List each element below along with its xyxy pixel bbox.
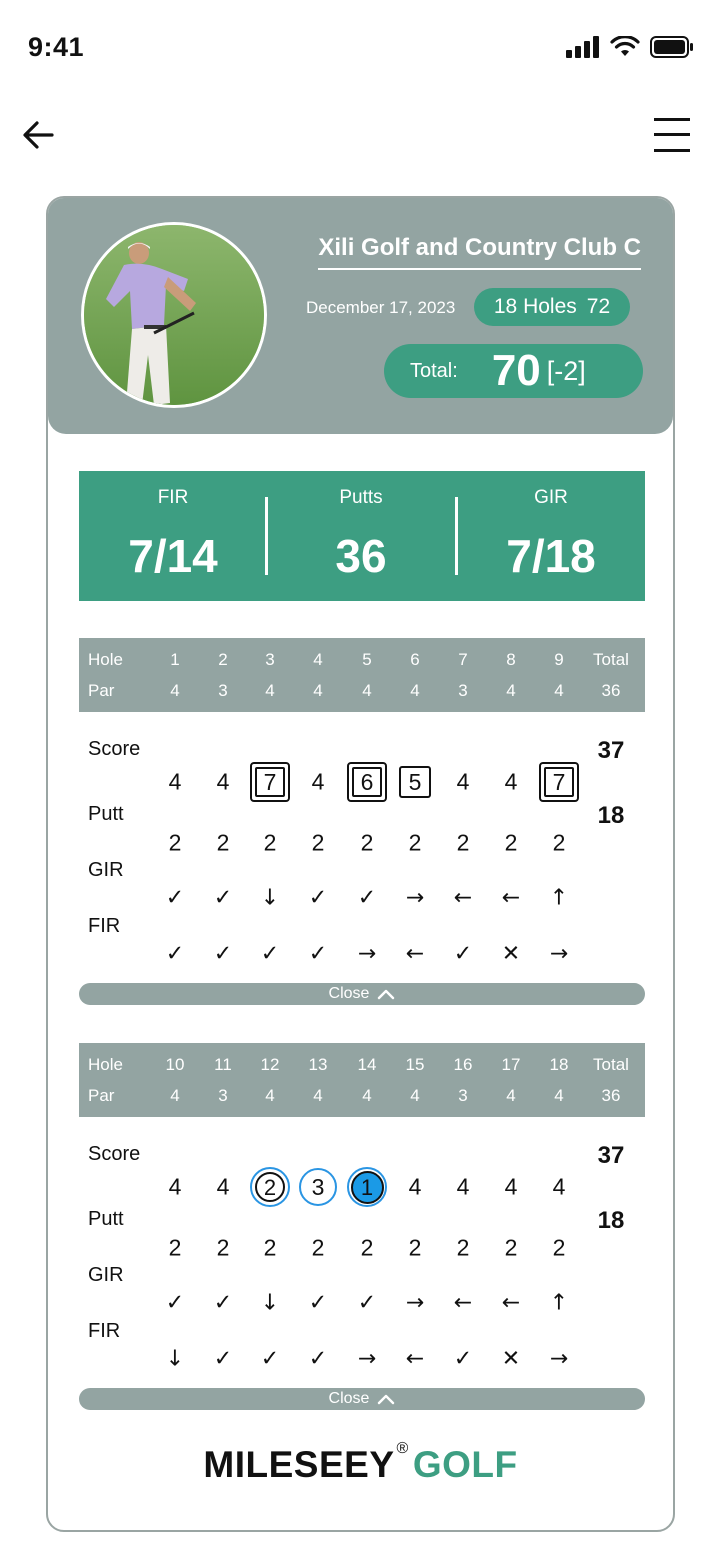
back-button[interactable] (18, 114, 60, 156)
fir-row-label: FIR (88, 915, 121, 937)
fir-indicator: → (549, 1346, 569, 1372)
score-value: 4 (456, 768, 470, 795)
putt-value: 2 (504, 829, 518, 856)
gir-indicator: ✓ (357, 1290, 377, 1316)
putt-row-label: Putt (88, 1208, 124, 1230)
hole-number: 2 (218, 650, 228, 669)
putt-value: 2 (311, 1234, 325, 1261)
stat-label: FIR (157, 487, 189, 508)
fir-row-label: FIR (88, 1320, 121, 1342)
putt-value: 2 (456, 829, 470, 856)
putt-value: 2 (216, 1234, 230, 1261)
gir-row-label: GIR (88, 859, 124, 881)
status-time: 9:41 (28, 32, 85, 62)
putt-value: 2 (552, 1234, 566, 1261)
cellular-signal-icon (566, 36, 600, 58)
hole-par: 4 (313, 681, 323, 700)
putt-value: 2 (263, 829, 277, 856)
gir-indicator: ← (501, 885, 521, 911)
hole-par: 4 (265, 1086, 275, 1105)
score-value: 4 (216, 1173, 230, 1200)
fir-indicator: ✓ (213, 941, 233, 967)
putt-value: 2 (456, 1234, 470, 1261)
gir-indicator: ✓ (357, 885, 377, 911)
fir-indicator: ✓ (308, 941, 328, 967)
course-par: 72 (586, 295, 611, 318)
menu-button[interactable] (654, 116, 690, 154)
fir-indicator: ✓ (165, 941, 185, 967)
holes-par-badge (474, 288, 630, 326)
score-value: 4 (168, 768, 182, 795)
wifi-icon (610, 36, 640, 58)
score-value: 4 (408, 1173, 422, 1200)
score-number: 1 (351, 1171, 384, 1204)
battery-icon (650, 36, 694, 58)
hole-par: 4 (313, 1086, 323, 1105)
scorecard-card (46, 196, 675, 1532)
total-score: 70 (491, 346, 541, 395)
score-value: 3 (299, 1168, 337, 1206)
hole-number: 12 (260, 1055, 280, 1074)
score-value: 4 (216, 768, 230, 795)
stat-value: 36 (335, 530, 387, 582)
hole-number: 15 (405, 1055, 425, 1074)
putt-value: 2 (263, 1234, 277, 1261)
gir-row-label: GIR (88, 1264, 124, 1286)
golfer-photo (84, 225, 264, 405)
fir-indicator: → (357, 941, 377, 967)
gir-indicator: ↓ (260, 1290, 280, 1316)
stat-label: Putts (339, 487, 383, 508)
total-label: Total: (410, 359, 458, 382)
status-icons (566, 36, 694, 58)
fir-indicator: ✓ (308, 1346, 328, 1372)
hamburger-menu-icon (654, 116, 690, 154)
hole-number: 5 (362, 650, 372, 669)
fir-indicator: ↓ (165, 1346, 185, 1372)
registered-mark: ® (396, 1440, 409, 1457)
stat-value: 7/18 (506, 530, 596, 582)
score-value (347, 1167, 387, 1207)
hole-number: 7 (458, 650, 468, 669)
gir-indicator: ✓ (165, 885, 185, 911)
gir-indicator: ✓ (308, 1290, 328, 1316)
round-header (48, 198, 673, 434)
gir-indicator: ↑ (549, 1290, 569, 1316)
putt-value: 2 (360, 1234, 374, 1261)
score-value: 4 (504, 1173, 518, 1200)
score-total: 37 (597, 1142, 625, 1169)
holes-header (79, 1043, 645, 1117)
stat-fir (79, 471, 267, 601)
holes-header (79, 638, 645, 712)
club-name: Xili Golf and Country Club C (318, 234, 641, 270)
hole-par: 4 (362, 681, 372, 700)
hole-number: 6 (410, 650, 420, 669)
putt-row-label: Putt (88, 803, 124, 825)
hole-par: 3 (218, 681, 228, 700)
fir-indicator: → (357, 1346, 377, 1372)
putt-total: 18 (597, 1207, 625, 1234)
score-value (250, 762, 290, 802)
score-value: 4 (552, 1173, 566, 1200)
fir-indicator: ✕ (501, 941, 521, 967)
hole-par: 3 (458, 1086, 468, 1105)
fir-indicator: ✓ (453, 1346, 473, 1372)
hole-par: 3 (458, 681, 468, 700)
score-value: 5 (399, 766, 431, 798)
hole-number: 11 (214, 1055, 232, 1074)
close-button[interactable] (79, 1388, 645, 1410)
score-total: 37 (597, 737, 625, 764)
close-label: Close (328, 985, 370, 1002)
score-value (250, 1167, 290, 1207)
par-label: Par (88, 1086, 115, 1105)
putt-value: 2 (311, 829, 325, 856)
player-avatar (81, 222, 267, 408)
gir-indicator: ↑ (549, 885, 569, 911)
hole-number: 10 (165, 1055, 185, 1074)
putt-value: 2 (360, 829, 374, 856)
hole-label: Hole (88, 650, 123, 669)
fir-indicator: ✓ (260, 1346, 280, 1372)
brand-mileseey: MILESEEY (203, 1444, 395, 1485)
score-value: 4 (311, 768, 325, 795)
gir-indicator: ✓ (308, 885, 328, 911)
holes-label: 18 Holes (493, 295, 577, 318)
hole-par: 4 (265, 681, 275, 700)
score-number: 2 (255, 1172, 285, 1202)
hole-par: 4 (410, 1086, 420, 1105)
fir-indicator: → (549, 941, 569, 967)
score-value: 4 (168, 1173, 182, 1200)
hole-par: 4 (554, 1086, 564, 1105)
gir-indicator: → (405, 885, 425, 911)
score-value: 4 (504, 768, 518, 795)
hole-number: 3 (265, 650, 275, 669)
total-label: Total (593, 1055, 629, 1074)
hole-number: 9 (554, 650, 564, 669)
round-date: December 17, 2023 (306, 298, 456, 317)
stat-putts (267, 471, 455, 601)
fir-indicator: ✓ (213, 1346, 233, 1372)
putt-value: 2 (504, 1234, 518, 1261)
hole-par: 4 (170, 1086, 180, 1105)
arrow-left-icon (18, 114, 60, 156)
total-par: 36 (601, 1086, 621, 1105)
gir-indicator: ← (453, 1290, 473, 1316)
gir-indicator: ← (501, 1290, 521, 1316)
score-number: 6 (352, 767, 382, 797)
score-value (347, 762, 387, 802)
total-par: 36 (601, 681, 621, 700)
putt-value: 2 (408, 829, 422, 856)
putt-total: 18 (597, 802, 625, 829)
fir-indicator: ✓ (453, 941, 473, 967)
hole-label: Hole (88, 1055, 123, 1074)
hole-number: 1 (170, 650, 180, 669)
hole-number: 4 (313, 650, 323, 669)
score-value: 4 (456, 1173, 470, 1200)
hole-par: 4 (506, 1086, 516, 1105)
fir-indicator: ← (405, 941, 425, 967)
putt-value: 2 (552, 829, 566, 856)
fir-indicator: ✓ (260, 941, 280, 967)
fir-indicator: ✕ (501, 1346, 521, 1372)
score-row-label: Score (88, 738, 141, 760)
score-row-label: Score (88, 1143, 141, 1165)
total-to-par: [-2] (546, 355, 586, 386)
putt-value: 2 (408, 1234, 422, 1261)
hole-number: 13 (308, 1055, 328, 1074)
putt-value: 2 (216, 829, 230, 856)
hole-number: 17 (501, 1055, 521, 1074)
putt-value: 2 (168, 1234, 182, 1261)
gir-indicator: ← (453, 885, 473, 911)
putt-value: 2 (168, 829, 182, 856)
hole-par: 4 (362, 1086, 372, 1105)
par-label: Par (88, 681, 115, 700)
total-score-badge (384, 344, 643, 398)
gir-indicator: ✓ (213, 1290, 233, 1316)
chevron-up-icon (377, 1393, 395, 1405)
close-label: Close (328, 1390, 370, 1407)
status-bar (0, 0, 720, 96)
score-value (539, 762, 579, 802)
fir-indicator: ← (405, 1346, 425, 1372)
hole-number: 14 (357, 1055, 377, 1074)
hole-par: 3 (218, 1086, 228, 1105)
hole-par: 4 (506, 681, 516, 700)
score-number: 7 (255, 767, 285, 797)
hole-number: 8 (506, 650, 516, 669)
stat-gir (457, 471, 645, 601)
brand-logo (48, 1440, 673, 1486)
hole-par: 4 (410, 681, 420, 700)
stat-value: 7/14 (128, 530, 218, 582)
total-label: Total (593, 650, 629, 669)
gir-indicator: ✓ (213, 885, 233, 911)
hole-par: 4 (170, 681, 180, 700)
score-number: 7 (544, 767, 574, 797)
hole-par: 4 (554, 681, 564, 700)
brand-golf: GOLF (412, 1444, 518, 1485)
stats-summary (79, 471, 645, 601)
hole-number: 16 (453, 1055, 473, 1074)
stat-label: GIR (534, 487, 568, 508)
chevron-up-icon (377, 988, 395, 1000)
gir-indicator: → (405, 1290, 425, 1316)
gir-indicator: ↓ (260, 885, 280, 911)
hole-number: 18 (549, 1055, 569, 1074)
gir-indicator: ✓ (165, 1290, 185, 1316)
close-button[interactable] (79, 983, 645, 1005)
